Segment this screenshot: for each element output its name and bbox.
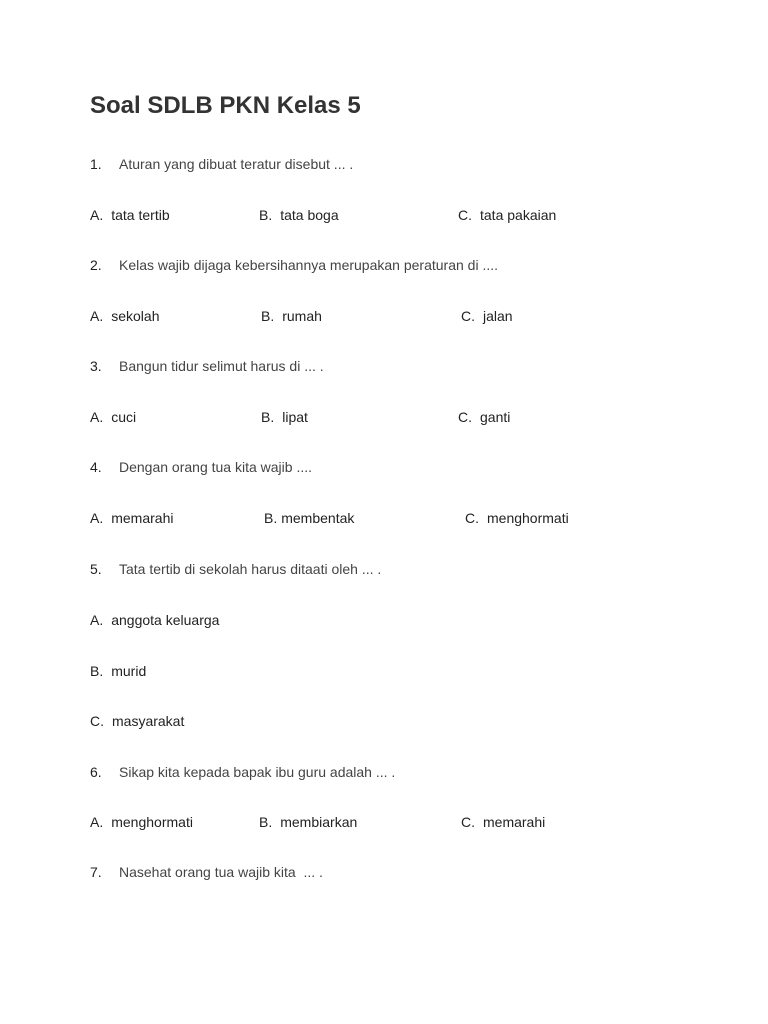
option-letter: B.: [259, 814, 273, 830]
option-5b: [90, 662, 146, 680]
option-text: ganti: [480, 409, 511, 425]
question-text: Bangun tidur selimut harus di ... .: [119, 358, 324, 374]
question-text: Dengan orang tua kita wajib ....: [119, 459, 313, 475]
question-number: 3.: [90, 358, 102, 374]
option-text: rumah: [282, 308, 322, 324]
question-text: Kelas wajib dijaga kebersihannya merupakan peraturan di ....: [119, 257, 499, 273]
option-4c: [465, 509, 569, 527]
option-letter: C.: [458, 207, 472, 223]
option-letter: B.: [90, 663, 104, 679]
question-number: 6.: [90, 764, 102, 780]
option-5a: [90, 611, 219, 629]
question-2: [90, 256, 498, 274]
option-letter: C.: [461, 814, 475, 830]
question-text: Nasehat orang tua wajib kita ... .: [119, 864, 323, 880]
question-number: 4.: [90, 459, 102, 475]
question-7: [90, 863, 323, 881]
option-letter: C.: [458, 409, 472, 425]
option-text: jalan: [483, 308, 513, 324]
option-6a: [90, 813, 193, 831]
question-6: [90, 763, 395, 781]
option-2c: [461, 307, 513, 325]
option-letter: A.: [90, 814, 104, 830]
option-text: membentak: [281, 510, 355, 526]
option-5c: [90, 712, 184, 730]
option-text: menghormati: [111, 814, 193, 830]
option-text: anggota keluarga: [111, 612, 220, 628]
option-letter: B.: [259, 207, 273, 223]
question-1: [90, 155, 353, 173]
question-number: 7.: [90, 864, 102, 880]
option-4b: [264, 509, 354, 527]
question-number: 5.: [90, 561, 102, 577]
option-text: membiarkan: [280, 814, 358, 830]
option-letter: A.: [90, 308, 104, 324]
option-letter: C.: [465, 510, 479, 526]
option-letter: B.: [261, 409, 275, 425]
option-letter: B.: [261, 308, 275, 324]
question-number: 1.: [90, 156, 102, 172]
option-text: tata pakaian: [480, 207, 557, 223]
option-3b: [261, 408, 308, 426]
question-3: [90, 357, 324, 375]
question-number: 2.: [90, 257, 102, 273]
option-text: murid: [111, 663, 147, 679]
option-4a: [90, 509, 173, 527]
option-2b: [261, 307, 322, 325]
option-text: cuci: [111, 409, 137, 425]
option-text: sekolah: [111, 308, 160, 324]
option-6b: [259, 813, 357, 831]
question-text: Aturan yang dibuat teratur disebut ... .: [119, 156, 354, 172]
option-letter: A.: [90, 409, 104, 425]
option-text: tata boga: [280, 207, 339, 223]
option-text: masyarakat: [112, 713, 185, 729]
question-5: [90, 560, 381, 578]
option-letter: A.: [90, 207, 104, 223]
option-text: memarahi: [111, 510, 174, 526]
option-6c: [461, 813, 545, 831]
question-4: [90, 458, 312, 476]
option-3a: [90, 408, 136, 426]
option-text: menghormati: [487, 510, 569, 526]
option-1b: [259, 206, 339, 224]
option-letter: B.: [264, 510, 278, 526]
option-3c: [458, 408, 510, 426]
option-letter: A.: [90, 612, 104, 628]
page-title: Soal SDLB PKN Kelas 5: [90, 92, 361, 119]
option-letter: C.: [90, 713, 104, 729]
option-1a: [90, 206, 170, 224]
option-letter: C.: [461, 308, 475, 324]
option-2a: [90, 307, 160, 325]
option-text: memarahi: [483, 814, 546, 830]
question-text: Tata tertib di sekolah harus ditaati oleh ... .: [119, 561, 382, 577]
option-text: tata tertib: [111, 207, 170, 223]
question-text: Sikap kita kepada bapak ibu guru adalah ... .: [119, 764, 396, 780]
option-1c: [458, 206, 556, 224]
option-letter: A.: [90, 510, 104, 526]
option-text: lipat: [282, 409, 308, 425]
